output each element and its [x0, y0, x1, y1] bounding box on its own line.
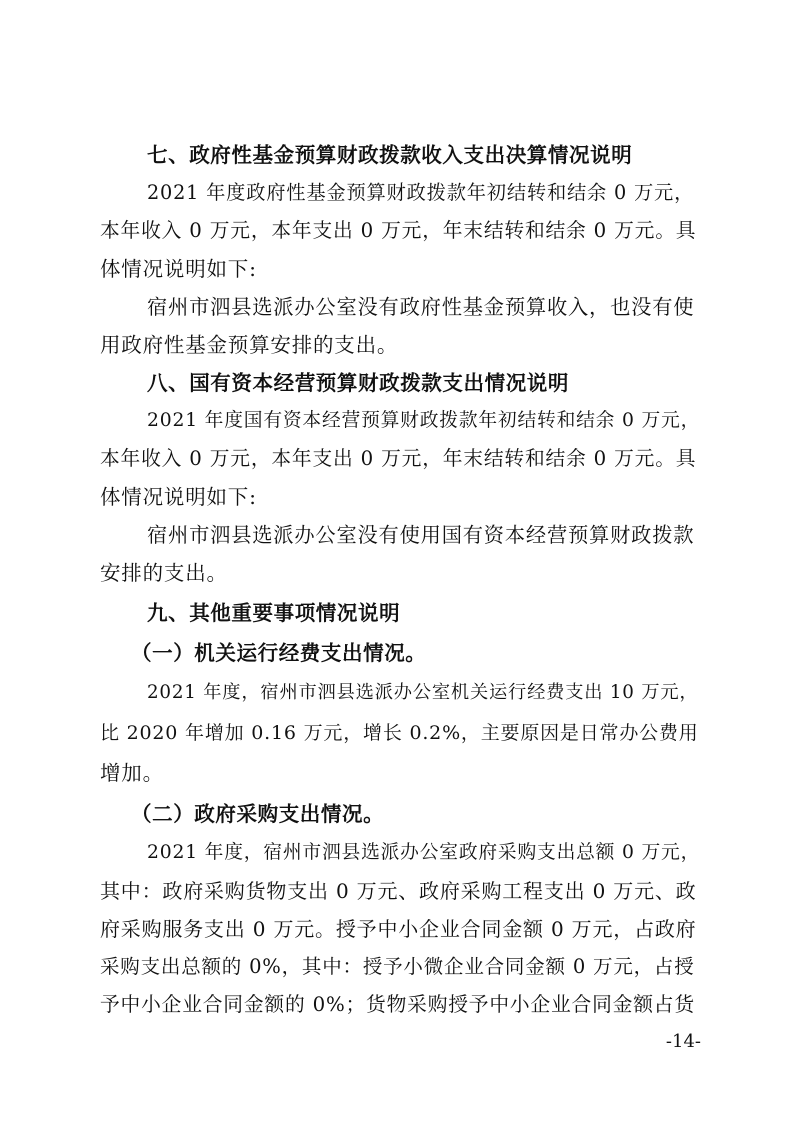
section-8-p2-line2: 安排的支出。: [100, 561, 228, 585]
subsection-9-2-line2: 其中：政府采购货物支出 0 万元、政府采购工程支出 0 万元、政: [100, 879, 697, 903]
section-7-p2-line2: 用政府性基金预算安排的支出。: [100, 333, 399, 357]
section-8-p1-line2: 本年收入 0 万元，本年支出 0 万元，年末结转和结余 0 万元。具: [100, 447, 697, 470]
subsection-9-1-line2: 比 2020 年增加 0.16 万元，增长 0.2%，主要原因是日常办公费用: [100, 722, 699, 744]
page-number: -14-: [665, 1031, 701, 1052]
section-7-p1-line1: 2021 年度政府性基金预算财政拨款年初结转和结余 0 万元，: [147, 181, 695, 204]
section-7-p1-line3: 体情况说明如下:: [100, 257, 257, 281]
section-7-heading: 七、政府性基金预算财政拨款收入支出决算情况说明: [147, 143, 633, 167]
section-7-p1-line2: 本年收入 0 万元，本年支出 0 万元，年末结转和结余 0 万元。具: [100, 219, 697, 242]
section-7-p2-line1: 宿州市泗县选派办公室没有政府性基金预算收入，也没有使: [147, 295, 695, 319]
subsection-9-1-line1: 2021 年度，宿州市泗县选派办公室机关运行经费支出 10 万元，: [147, 682, 699, 703]
subsection-9-2-line4: 采购支出总额的 0%，其中：授予小微企业合同金额 0 万元，占授: [100, 955, 695, 978]
subsection-9-1-heading: （一）机关运行经费支出情况。: [131, 641, 427, 665]
subsection-9-2-line3: 府采购服务支出 0 万元。授予中小企业合同金额 0 万元，占政府: [100, 917, 697, 941]
section-8-heading: 八、国有资本经营预算财政拨款支出情况说明: [147, 371, 569, 395]
subsection-9-2-line5: 予中小企业合同金额的 0%；货物采购授予中小企业合同金额占货: [100, 993, 695, 1016]
section-8-p1-line3: 体情况说明如下:: [100, 485, 257, 509]
subsection-9-1-line3: 增加。: [100, 761, 164, 785]
section-8-p2-line1: 宿州市泗县选派办公室没有使用国有资本经营预算财政拨款: [147, 523, 695, 547]
section-8-p1-line1: 2021 年度国有资本经营预算财政拨款年初结转和结余 0 万元，: [147, 410, 701, 431]
subsection-9-2-line1: 2021 年度，宿州市泗县选派办公室政府采购支出总额 0 万元，: [147, 842, 701, 863]
section-9-heading: 九、其他重要事项情况说明: [147, 601, 401, 625]
subsection-9-2-heading: （二）政府采购支出情况。: [131, 802, 385, 826]
